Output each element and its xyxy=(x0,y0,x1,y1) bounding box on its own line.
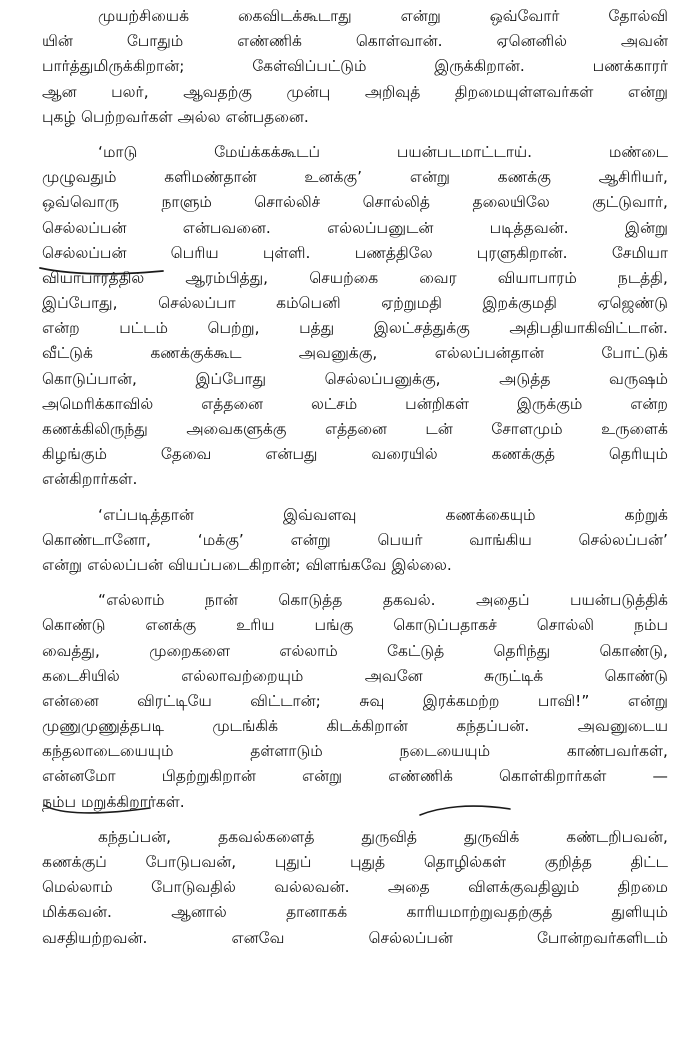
text-line: முணுமுணுத்தபடி முடங்கிக் கிடக்கிறான் கந்தப்பன். அவனுடைய xyxy=(42,717,668,736)
paragraph-3 xyxy=(42,503,668,579)
paragraph-4 xyxy=(42,588,668,815)
text-line: ‘எப்படித்தான் இவ்வளவு கணக்கையும் கற்றுக் xyxy=(98,505,668,524)
text-line: செல்லப்பன் பெரிய புள்ளி. பணத்திலே புரளுகிறான். சேமியா xyxy=(42,243,668,262)
text-line: என்னமோ பிதற்றுகிறான் என்று எண்ணிக் கொள்கிறார்கள் — xyxy=(42,767,668,786)
text-line: கொடுப்பான், இப்போது செல்லப்பனுக்கு, அடுத்த வருஷம் xyxy=(42,369,668,388)
text-line: கொண்டானோ, ‘மக்கு’ என்று பெயர் வாங்கிய செல்லப்பன்’ xyxy=(42,530,668,549)
text-line: பார்த்துமிருக்கிறான்; கேள்விப்பட்டும் இருக்கிறான். பணக்காரர் xyxy=(42,57,668,76)
text-line: கந்தலாடையையும் தள்ளாடும் நடையையும் காண்பவர்கள், xyxy=(42,742,668,761)
text-line: கிழங்கும் தேவை என்பது வரையில் கணக்குத் தெரியும் xyxy=(42,445,668,464)
text-line: கடைசியில் எல்லாவற்றையும் அவனே சுருட்டிக் கொண்டு xyxy=(42,666,668,685)
paragraph-2 xyxy=(42,140,668,493)
text-line: யின் போதும் எண்ணிக் கொள்வான். ஏனெனில் அவன் xyxy=(42,32,668,51)
text-line: இப்போது, செல்லப்பா கம்பெனி ஏற்றுமதி இறக்குமதி ஏஜெண்டு xyxy=(42,294,668,313)
text-line: அமெரிக்காவில் எத்தனை லட்சம் பன்றிகள் இருக்கும் என்ற xyxy=(42,394,668,413)
text-line: ‘மாடு மேய்க்கக்கூடப் பயன்படமாட்டாய். மண்டை xyxy=(98,142,668,161)
text-line: புகழ் பெற்றவர்கள் அல்ல என்பதனை. xyxy=(42,107,309,126)
text-line: “எல்லாம் நான் கொடுத்த தகவல். அதைப் பயன்படுத்திக் xyxy=(98,591,668,610)
text-line: நம்ப மறுக்கிறார்கள். xyxy=(42,792,185,811)
book-page xyxy=(42,4,668,961)
paragraph-5 xyxy=(42,825,668,951)
text-line: என்னை விரட்டியே விட்டான்; சுவு இரக்கமற்ற பாவி!” என்று xyxy=(42,691,668,710)
text-line: வியாபாரத்தில் ஆரம்பித்து, செயற்கை வைர வியாபாரம் நடத்தி, xyxy=(42,268,668,287)
text-line: மிக்கவன். ஆனால் தானாகக் காரியமாற்றுவதற்குத் துளியும் xyxy=(42,903,668,922)
text-line: என்ற பட்டம் பெற்று, பத்து இலட்சத்துக்கு அதிபதியாகிவிட்டான். xyxy=(42,319,668,338)
text-line: வைத்து, முறைகளை எல்லாம் கேட்டுத் தெரிந்து கொண்டு, xyxy=(42,641,668,660)
text-line: வசதியற்றவன். எனவே செல்லப்பன் போன்றவர்களிடம் xyxy=(42,928,668,947)
text-line: செல்லப்பன் என்பவனை. எல்லப்பனுடன் படித்தவன். இன்று xyxy=(42,218,668,237)
text-line: என்று எல்லப்பன் வியப்படைகிறான்; விளங்கவே இல்லை. xyxy=(42,555,452,574)
text-line: கணக்கிலிருந்து அவைகளுக்கு எத்தனை டன் சோளமும் உருளைக் xyxy=(42,420,668,438)
text-line: ஆன பலர், ஆவதற்கு முன்பு அறிவுத் திறமையுள்ளவர்கள் என்று xyxy=(42,82,668,101)
text-line: மெல்லாம் போடுவதில் வல்லவன். அதை விளக்குவதிலும் திறமை xyxy=(42,878,668,897)
text-line: முயற்சியைக் கைவிடக்கூடாது என்று ஒவ்வோர் தோல்வி xyxy=(98,7,668,25)
text-line: கந்தப்பன், தகவல்களைத் துருவித் துருவிக் கண்டறிபவன், xyxy=(98,827,668,846)
text-line: என்கிறார்கள். xyxy=(42,470,138,489)
text-line: கொண்டு எனக்கு உரிய பங்கு கொடுப்பதாகச் சொல்லி நம்ப xyxy=(42,616,668,635)
text-line: முழுவதும் களிமண்தான் உனக்கு’ என்று கணக்கு ஆசிரியர், xyxy=(42,168,668,187)
text-line: வீட்டுக் கணக்குக்கூட அவனுக்கு, எல்லப்பன்தான் போட்டுக் xyxy=(42,344,668,363)
paragraph-1 xyxy=(42,4,668,130)
text-line: ஒவ்வொரு நாளும் சொல்லிச் சொல்லித் தலையிலே குட்டுவார், xyxy=(42,193,668,212)
text-line: கணக்குப் போடுபவன், புதுப் புதுத் தொழில்கள் குறித்த திட்ட xyxy=(42,853,668,871)
